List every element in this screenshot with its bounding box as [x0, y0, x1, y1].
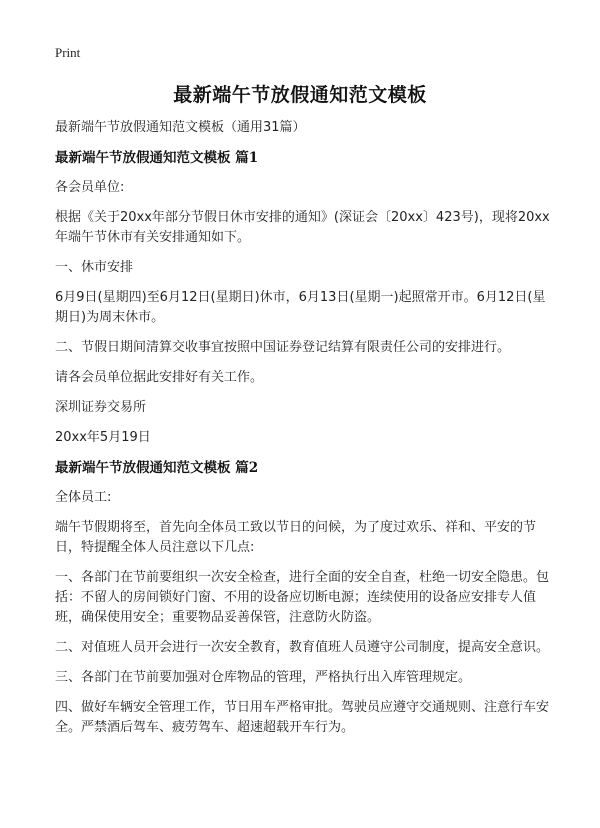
paragraph: 二、对值班人员开会进行一次安全教育，教育值班人员遵守公司制度，提高安全意识。: [55, 640, 550, 655]
section-heading: 最新端午节放假通知范文模板 篇2: [55, 460, 259, 476]
document-title: 最新端午节放假通知范文模板: [173, 84, 427, 106]
document-subtitle: 最新端午节放假通知范文模板（通用31篇）: [55, 120, 306, 135]
salutation: 各会员单位:: [55, 180, 125, 195]
paragraph: 一、各部门在节前要组织一次安全检查，进行全面的安全自查，杜绝一切安全隐患。包括：不留人的房间锁好门窗、不用的设备应切断电源；连续使用的设备应安排专人值班，确保使用安全；重要物品妥善保管，注意防火防盗。: [55, 570, 550, 625]
print-label[interactable]: Print: [55, 45, 81, 60]
signature-organization: 深圳证券交易所: [55, 400, 147, 415]
document-body: [55, 118, 550, 748]
paragraph: 二、节假日期间清算交收事宜按照中国证券登记结算有限责任公司的安排进行。: [55, 340, 511, 355]
paragraph: 四、做好车辆安全管理工作，节日用车严格审批。驾驶员应遵守交通规则、注意行车安全。严禁酒后驾车、疲劳驾车、超速超载开车行为。: [55, 700, 550, 735]
section-heading: 最新端午节放假通知范文模板 篇1: [55, 150, 259, 166]
paragraph: 6月9日(星期四)至6月12日(星期日)休市，6月13日(星期一)起照常开市。6月12日(星期日)为周末休市。: [55, 290, 546, 325]
paragraph: 三、各部门在节前要加强对仓库物品的管理，严格执行出入库管理规定。: [55, 670, 472, 685]
paragraph: 请各会员单位据此安排好有关工作。: [55, 370, 264, 385]
paragraph: 端午节假期将至，首先向全体员工致以节日的问候，为了度过欢乐、祥和、平安的节日，特提醒全体人员注意以下几点:: [55, 520, 537, 555]
paragraph: 一、休市安排: [55, 260, 134, 275]
paragraph: 根据《关于20xx年部分节假日休市安排的通知》(深证会〔20xx〕423号)，现将20xx年端午节休市有关安排通知如下。: [55, 210, 550, 245]
salutation: 全体员工:: [55, 490, 112, 505]
signature-date: 20xx年5月19日: [55, 430, 151, 445]
